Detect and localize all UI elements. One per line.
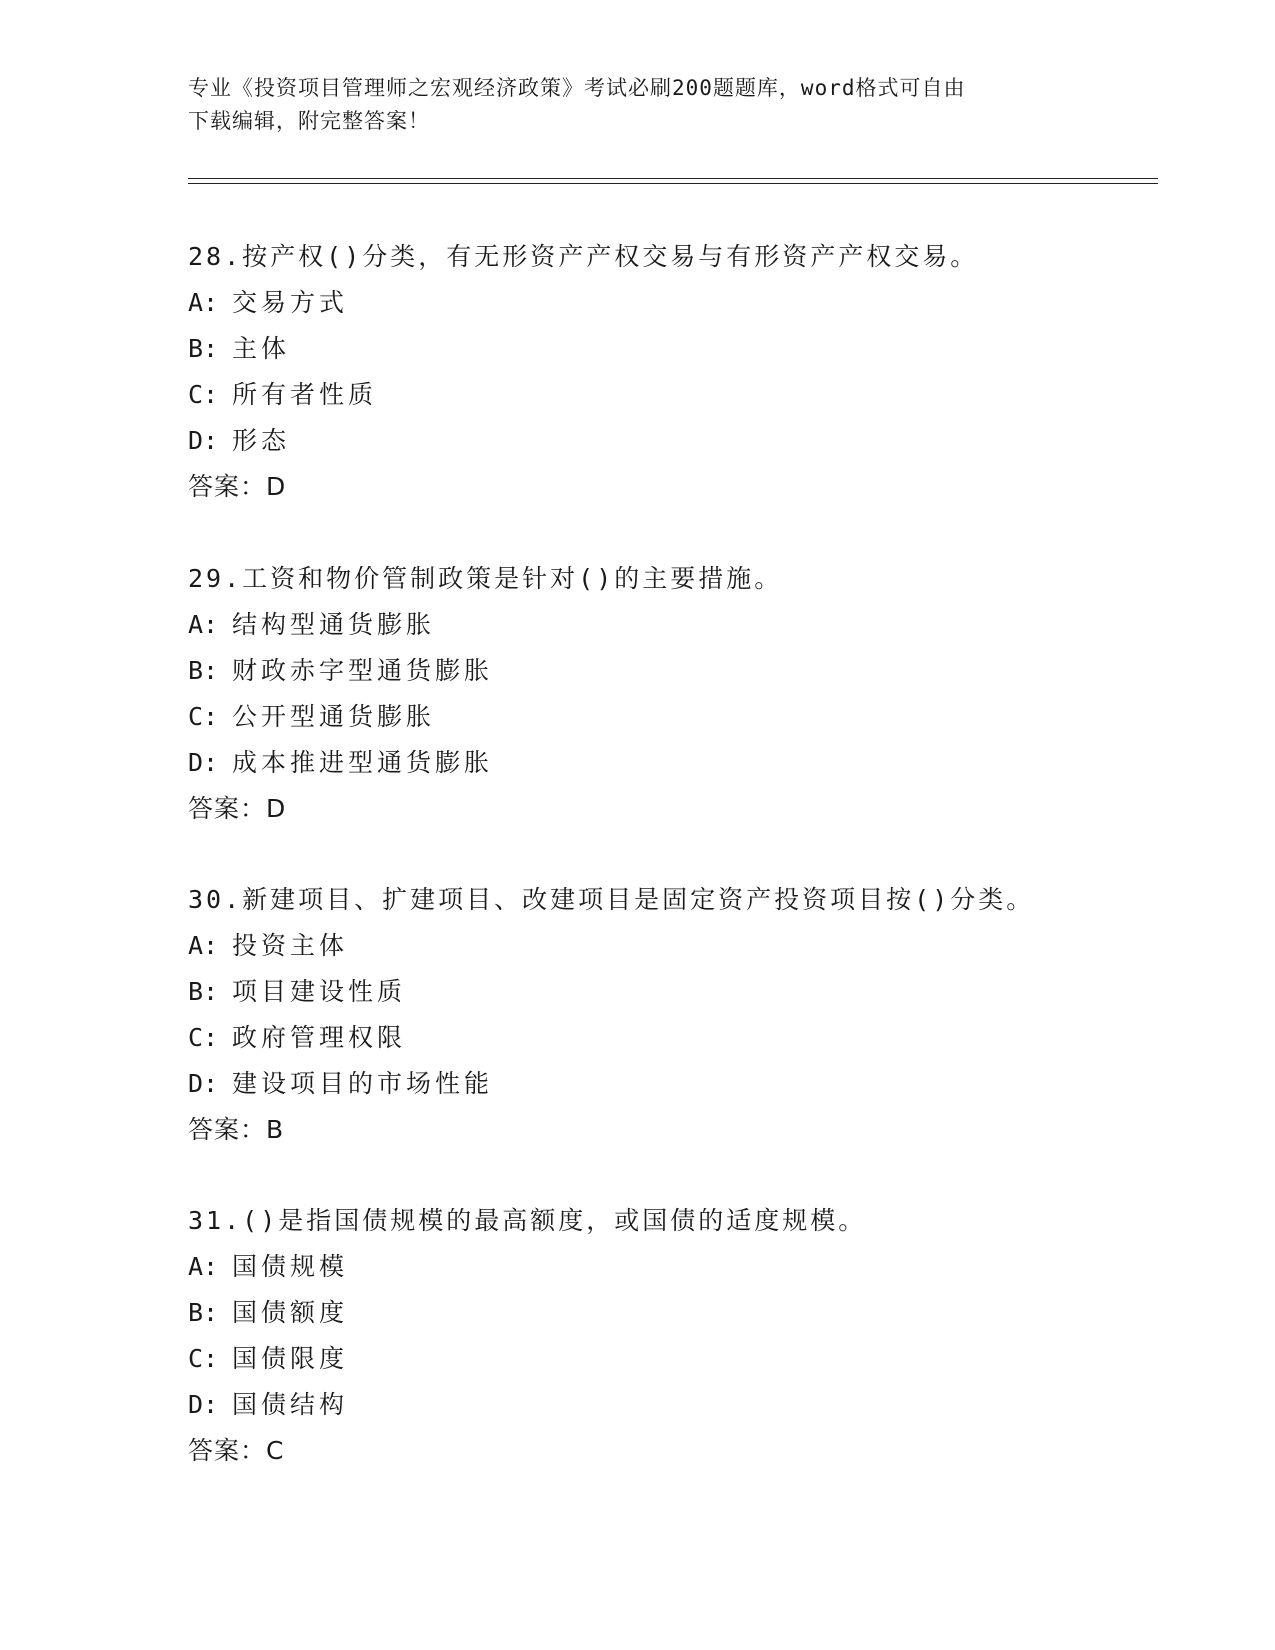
answer-line: 答案：D xyxy=(188,794,287,823)
option-text: 国债限度 xyxy=(232,1344,349,1373)
option-text: 国债额度 xyxy=(232,1298,349,1327)
option-text: 主体 xyxy=(232,334,291,363)
option-text: 交易方式 xyxy=(232,288,349,317)
option-a xyxy=(188,280,1148,326)
option-letter: A: xyxy=(188,288,219,317)
header-divider-top xyxy=(188,178,1158,179)
option-a xyxy=(188,602,1148,648)
option-letter: D: xyxy=(188,1069,219,1098)
document-header xyxy=(188,72,1068,138)
option-text: 项目建设性质 xyxy=(232,977,407,1006)
option-letter: B: xyxy=(188,656,219,685)
option-d xyxy=(188,740,1148,786)
option-c xyxy=(188,372,1148,418)
option-letter: A: xyxy=(188,931,219,960)
option-b xyxy=(188,969,1148,1015)
answer-line: 答案：D xyxy=(188,472,287,501)
header-line-2: 下载编辑，附完整答案！ xyxy=(188,109,430,133)
header-line-1: 专业《投资项目管理师之宏观经济政策》考试必刷200题题库，word格式可自由 xyxy=(188,76,966,100)
option-letter: C: xyxy=(188,702,219,731)
option-d xyxy=(188,1382,1148,1428)
answer-line: 答案：C xyxy=(188,1436,285,1465)
option-letter: A: xyxy=(188,1252,219,1281)
option-letter: C: xyxy=(188,1344,219,1373)
option-letter: B: xyxy=(188,1298,219,1327)
option-letter: C: xyxy=(188,1023,219,1052)
option-text: 成本推进型通货膨胀 xyxy=(232,748,494,777)
option-text: 财政赤字型通货膨胀 xyxy=(232,656,494,685)
answer-line: 答案：B xyxy=(188,1115,285,1144)
option-a xyxy=(188,1244,1148,1290)
option-text: 形态 xyxy=(232,426,291,455)
option-text: 国债规模 xyxy=(232,1252,349,1281)
option-letter: B: xyxy=(188,334,219,363)
option-letter: D: xyxy=(188,748,219,777)
option-text: 国债结构 xyxy=(232,1390,349,1419)
option-letter: D: xyxy=(188,426,219,455)
option-text: 所有者性质 xyxy=(232,380,378,409)
option-c xyxy=(188,694,1148,740)
option-c xyxy=(188,1015,1148,1061)
option-text: 结构型通货膨胀 xyxy=(232,610,436,639)
option-c xyxy=(188,1336,1148,1382)
option-letter: A: xyxy=(188,610,219,639)
option-d xyxy=(188,1061,1148,1107)
question-stem: 28.按产权()分类，有无形资产产权交易与有形资产产权交易。 xyxy=(188,242,979,271)
question-stem: 30.新建项目、扩建项目、改建项目是固定资产投资项目按()分类。 xyxy=(188,885,1035,914)
option-letter: B: xyxy=(188,977,219,1006)
option-b xyxy=(188,326,1148,372)
option-letter: C: xyxy=(188,380,219,409)
header-divider-bottom xyxy=(188,183,1158,184)
option-letter: D: xyxy=(188,1390,219,1419)
question-block xyxy=(188,1198,1148,1474)
option-d xyxy=(188,418,1148,464)
question-stem: 31.()是指国债规模的最高额度，或国债的适度规模。 xyxy=(188,1206,867,1235)
option-text: 公开型通货膨胀 xyxy=(232,702,436,731)
option-text: 投资主体 xyxy=(232,931,349,960)
option-b xyxy=(188,1290,1148,1336)
option-text: 政府管理权限 xyxy=(232,1023,407,1052)
question-block xyxy=(188,556,1148,832)
question-block xyxy=(188,234,1148,510)
option-text: 建设项目的市场性能 xyxy=(232,1069,494,1098)
question-stem: 29.工资和物价管制政策是针对()的主要措施。 xyxy=(188,564,783,593)
option-a xyxy=(188,923,1148,969)
option-b xyxy=(188,648,1148,694)
question-block xyxy=(188,877,1148,1153)
